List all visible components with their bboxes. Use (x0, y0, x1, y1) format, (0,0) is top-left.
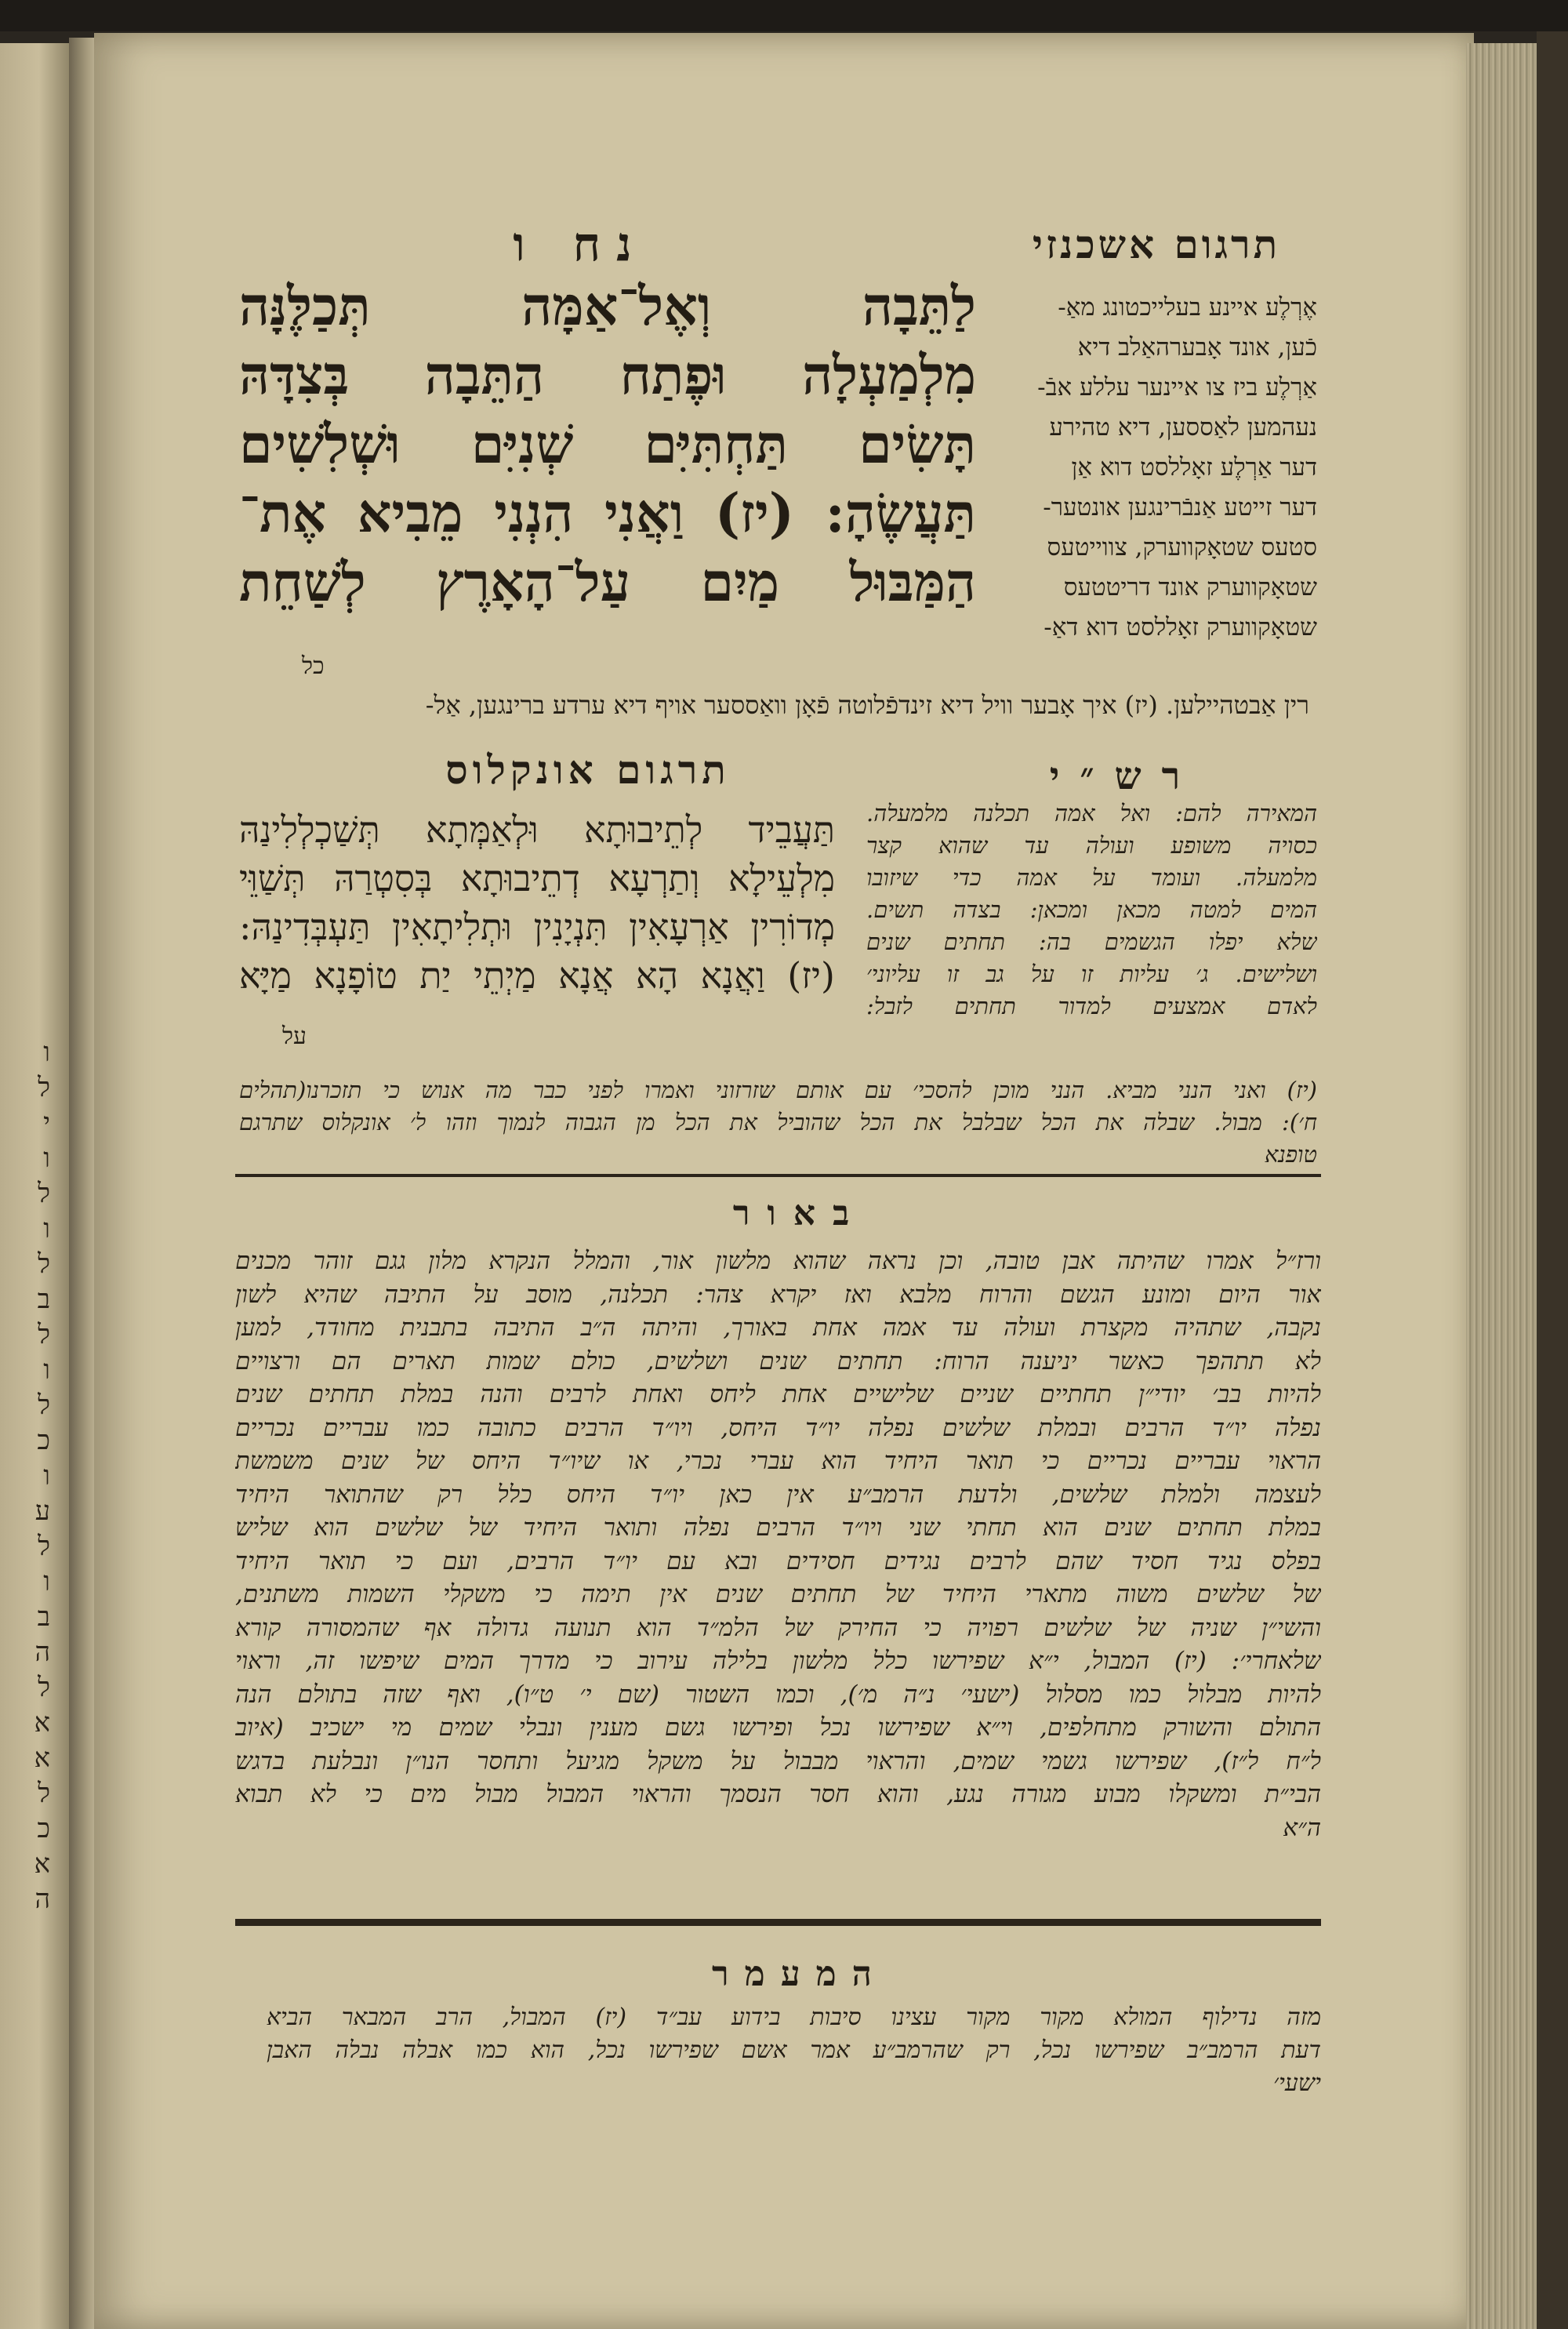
onkelos-line: תַּעֲבֵיד לְתֵיבוּתָא וּלְאַמְּתָא תְּשַׁכְלְלִינַהּ (239, 808, 835, 851)
yiddish-continuation-line: רין אַבטהיילען. (יז) איך אָבער וויל דיא זינדפֿלוטה פֿאָן וואַססער אויף דיא ערדע ברינגען, אַל- (425, 690, 1309, 720)
facing-page-edge (0, 43, 71, 2329)
facing-page-fragment: ו (43, 1037, 50, 1068)
facing-page-fragment: ה (34, 1884, 50, 1915)
rashi-line: ושלישים. ג׳ עליות זו על גב זו עליוני׳ (866, 961, 1317, 987)
facing-page-fragment: ל (38, 1778, 50, 1809)
book-cover-edge (1537, 31, 1568, 2329)
biur-line: להיות בב׳ יודי״ן תחתיים שניים שלישיים אחת ליחס ואחת לרבים והנה במלת תחתים שנים (235, 1380, 1321, 1408)
facing-page-fragment: ע (34, 1495, 50, 1527)
biur-line: ל״ח ל״ז), שפירשו גשמי שמים, והראוי מבבול על משקל מגיעל ותחסר הנו״ן ונבלעת בדגש (235, 1746, 1321, 1775)
rashi-line: המאירה להם: ואל אמה תכלנה מלמעלה. (866, 800, 1317, 827)
biur-line: אור היום ומונע הגשם והרוח מלבא ואז יקרא צהר: תכלנה, מוסב על התיבה שהיא לשון (235, 1280, 1321, 1309)
yiddish-line: דער אַרְלֶע זאָללסט דוא אַן (1071, 453, 1317, 481)
facing-page-fragment: ו (43, 1460, 50, 1492)
biur-line: התולם והשורק מתחלפים, וי״א שפירשו נכל ופירשו גשם מענין ונבלי שמים מי ישכיב (איוב (235, 1713, 1321, 1742)
divider-rule-thick (235, 1919, 1321, 1926)
hameasef-title: המעמר (712, 1954, 887, 1994)
yiddish-line: נעהמען לאַססען, דיא טהירע (1049, 413, 1317, 441)
yiddish-line: סטעס שטאָקווערק, צווייטעס (1047, 533, 1317, 561)
facing-page-fragment: ה (34, 1637, 50, 1668)
biur-title: באור (732, 1194, 867, 1234)
hameasef-text (267, 2001, 1321, 2103)
rashi-title: רש״י (1049, 754, 1201, 798)
biur-line: נקבה, שתהיה מקצרת ועולה עד אמה אחת באורך, והיתה ה״ב התיבה בתבנית מחודד, למען (235, 1313, 1321, 1342)
facing-page-fragment: ו (43, 1354, 50, 1386)
facing-page-fragment: ו (43, 1143, 50, 1174)
facing-page-fragment: ל (38, 1248, 50, 1280)
biur-line: של שלשים משוה מתארי היחיד של תחתים שנים אין תימה כי משקלי השמות משתנים, (235, 1580, 1321, 1608)
hameasef-line: מזה נדילוף המולא מקור מקור עצינו סיבות בידוע עב״ד (יז) המבול, הרב המבאר הביא (267, 2004, 1321, 2031)
yiddish-line: כֿען, אונד אָבערהאַלב דיא (1077, 333, 1317, 362)
biur-line: ורז״ל אמרו שהיתה אבן טובה, וכן נראה שהוא מלשון אור, והמלל הנקרא מלון גגם זוהר מכנים (235, 1247, 1321, 1275)
facing-page-fragment: י (43, 1107, 50, 1139)
facing-page-fragment: ו (43, 1213, 50, 1244)
facing-page-fragment: ל (38, 1390, 50, 1421)
divider-rule (235, 1174, 1321, 1177)
facing-page-fragment: א (34, 1742, 50, 1774)
biur-line: והשי״ן שניה של שלשים רפויה כי החירק של הלמ״ד הוא תנועה גדולה אף שהמסורה קורא (235, 1613, 1321, 1642)
rashi-text (866, 798, 1317, 1080)
biur-line: לעצמה ולמלת שלשים, ולדעת הרמב״ע אין כאן יו״ד היחס כלל רק שהתואר היחיד (235, 1480, 1321, 1509)
verse-line: תָּשִׂים תַּחְתִּיִּם שְׁנִיִּם וּשְׁלִשִׁים (239, 413, 976, 476)
biur-line: שלאחרי׳: (יז) המבול, י״א שפירשו כלל מלשון בלילה עירוב כי מדרך המים שיפשו זה, וראוי (235, 1647, 1321, 1675)
facing-page-fragment: ל (38, 1531, 50, 1562)
onkelos-text (239, 805, 835, 1041)
rashi-line: טופנא (1265, 1141, 1317, 1168)
book-page (94, 33, 1474, 2329)
parasha-title: נח ו (513, 217, 648, 272)
facing-page-fragment: כ (37, 1425, 50, 1456)
facing-page-fragment: ל (38, 1672, 50, 1703)
scanner-background (0, 0, 1568, 31)
yiddish-line: דער זייטע אַנבֿרינגען אונטער- (1043, 493, 1317, 521)
verse-line: הַמַּבּוּל מַיִם עַל־הָאָרֶץ לְשַׁחֵת (239, 551, 976, 614)
onkelos-title: תרגום אונקלוס (445, 747, 731, 793)
yiddish-translation (980, 288, 1317, 703)
rashi-line: המים למטה מכאן ומכאן: בצדה תשים. (866, 896, 1317, 923)
rashi-line: שלא יפלו הגשמים בה: תחתים שנים (866, 928, 1317, 955)
yiddish-line: אֶרְלֶע איינע בעלייכטונג מאַ- (1058, 293, 1317, 322)
rashi-line: לאדם אמצעים למדור תחתים לזבל: (866, 993, 1317, 1019)
biur-line: הבי״ת ומשקלו מבוע מגורה נגע, והוא חסר הנסמך והראוי המבול מבול מים כי לא תבוא (235, 1780, 1321, 1808)
yiddish-line: שטאָקווערק זאָללסט דוא דאַ- (1044, 613, 1317, 641)
verse-line: תַּעֲשֶׂהָ: (יז) וַאֲנִי הִנְנִי מֵבִיא אֶת־ (239, 482, 976, 545)
onkelos-line: (יז) וַאֲנָא הָא אֲנָא מַיְתֵי יַת טוֹפָנָא מַיָּא (239, 954, 835, 997)
rashi-line: (יז) ואני הנני מביא. הנני מוכן להסכי׳ עם אותם שזרזוני ואמרו לפני כבר מה אנוש כי תזכרנו(תהלים (239, 1077, 1317, 1103)
rashi-line: כסויה משופע ועולה עד שהוא קצר (866, 832, 1317, 859)
facing-page-fragment: ל (38, 1178, 50, 1209)
yiddish-line: שטאָקווערק אונד דריטטעס (1063, 573, 1317, 601)
facing-page-fragment: ב (37, 1284, 50, 1315)
rashi-line: מלמעלה. ועומד על אמה כדי שיזובו (866, 864, 1317, 891)
targum-ashkenazi-title: תרגום אשכנזי (1032, 221, 1281, 267)
biur-line: נפלה יו״ד הרבים ובמלת שלשים נפלה יו״ד היחס, ויו״ד הרבים כתובה כמו עבריים נכריים (235, 1413, 1321, 1442)
onkelos-catchword: על (282, 1023, 307, 1050)
verse-line: מִלְמַעְלָה וּפֶתַח הַתֵּבָה בְּצִדָּהּ (239, 344, 976, 407)
biur-line: במלת תחתים שנים הוא תחתי שני ויו״ד הרבים נפלה ותואר היחיד של שלשים הוא שליש (235, 1513, 1321, 1542)
biur-line: להיות מבלול כמו מסלול (ישעי׳ נ״ה מ׳), וכמו השטור (שם י׳ ט״ו), ואף שזה בתולם הנה (235, 1680, 1321, 1709)
hameasef-line: ישעי׳ (1273, 2069, 1321, 2097)
yiddish-line: אַרְלֶע ביז צו איינער עללע אבֿ- (1037, 373, 1317, 401)
verse-catchword: כל (302, 652, 325, 680)
facing-page-fragment: ו (43, 1566, 50, 1597)
onkelos-line: מְדוֹרִין אַרְעָאִין תִּנְיָנִין וּתְלִיתָאִין תַּעְבְּדִינַהּ: (239, 906, 835, 948)
rashi-line: ח׳): מבול. שבלה את הכל שבלבל את הכל שהוביל את הכל מן הגבוה לנמוך וזהו ל׳ אונקלוס שתרגם (239, 1109, 1317, 1135)
facing-page-fragment: ב (37, 1601, 50, 1633)
rashi-full-width (239, 1074, 1317, 1168)
facing-page-fragment: א (34, 1848, 50, 1880)
facing-page-fragment: ל (38, 1319, 50, 1350)
biur-text (235, 1244, 1321, 1919)
onkelos-line: מִלְעֵילָא וְתַרְעָא דְתֵיבוּתָא בְּסִטְרַהּ תְּשַׁוֵּי (239, 857, 835, 899)
biur-line: לא תתהפך כאשר יניענה הרוח: תחתים שנים ושלשים, כולם שמות תארים הם ורצויים (235, 1346, 1321, 1375)
facing-page-fragment: ל (38, 1072, 50, 1103)
biur-line: בפלס נגיד חסיד שהם לרבים נגידים חסידים ובא עם יו״ד הרבים, ועם כי תואר היחיד (235, 1546, 1321, 1575)
verse-line: לַתֵּבָה וְאֶל־אַמָּה תְּכַלֶּנָּה (239, 275, 976, 338)
torah-verse (239, 272, 976, 641)
hameasef-line: דעת הרמב״ב שפירשו נכל, רק שהרמב״ע אמר אשם שפירשו נכל, הוא כמו אבלה נבלה האבן (267, 2037, 1321, 2064)
facing-page-fragment: כ (37, 1813, 50, 1844)
facing-page-fragment: א (34, 1707, 50, 1739)
biur-line: ה״א (1283, 1813, 1321, 1842)
biur-line: הראוי עבריים נכריים כי תואר היחיד הוא עברי נכרי, או שיו״ד היחס של שנים משמשת (235, 1447, 1321, 1475)
